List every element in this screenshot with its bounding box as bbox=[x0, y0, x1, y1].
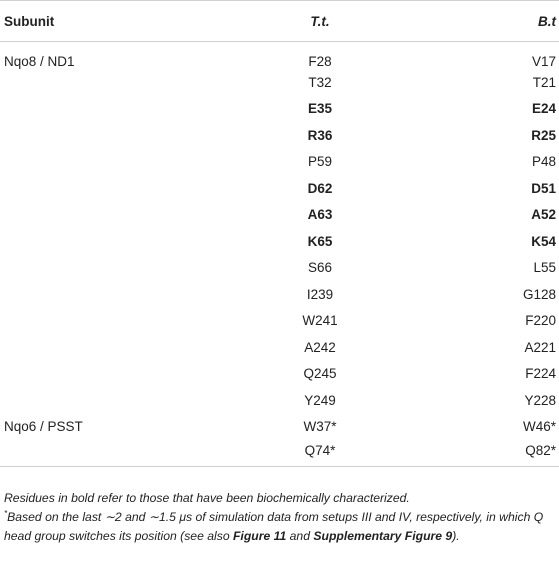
table-row bbox=[0, 255, 559, 282]
cell-subunit bbox=[0, 308, 204, 335]
footnote-end: ). bbox=[452, 529, 460, 543]
cell-tt-residue: Q245 bbox=[303, 366, 337, 382]
cell-tt-residue: K65 bbox=[307, 233, 333, 249]
footnote-asterisk: * bbox=[4, 508, 8, 518]
cell-bt-residue: E24 bbox=[531, 101, 556, 117]
cell-bt-residue: A52 bbox=[531, 207, 556, 223]
table-row bbox=[0, 69, 559, 96]
table-row bbox=[0, 202, 559, 229]
cell-tt-residue: A63 bbox=[307, 207, 333, 223]
cell-tt-residue: R36 bbox=[307, 127, 333, 143]
cell-subunit bbox=[0, 175, 204, 202]
footnote-text: Based on the last ∼2 and ∼1.5 μs of simulation data from setups III and IV, respectively, in which Q head group switches its position (see also bbox=[4, 510, 544, 543]
cell-tt-residue: W241 bbox=[302, 313, 338, 329]
cell-bt-residue: F220 bbox=[525, 313, 556, 329]
cell-tt-residue: W37* bbox=[303, 419, 337, 435]
cell-tt-residue: I239 bbox=[306, 286, 334, 302]
cell-bt-residue: D51 bbox=[531, 180, 556, 196]
cell-subunit bbox=[0, 440, 204, 467]
cell-bt-residue: T21 bbox=[532, 74, 556, 90]
cell-bt-residue: W46* bbox=[522, 419, 556, 435]
cell-subunit: Nqo6 / PSST bbox=[4, 419, 83, 435]
footnote-and: and bbox=[286, 529, 314, 543]
header-row bbox=[0, 1, 559, 42]
cell-subunit bbox=[0, 387, 204, 414]
cell-subunit bbox=[0, 334, 204, 361]
cell-bt-residue: K54 bbox=[531, 233, 556, 249]
header-bt: B.t bbox=[436, 1, 559, 42]
cell-bt-residue: V17 bbox=[531, 54, 556, 69]
table-header bbox=[0, 1, 559, 42]
cell-tt-residue: S66 bbox=[307, 260, 333, 276]
cell-bt-residue: A221 bbox=[524, 339, 556, 355]
cell-bt-residue: R25 bbox=[531, 127, 556, 143]
table-row bbox=[0, 149, 559, 176]
cell-subunit bbox=[0, 361, 204, 388]
table-row bbox=[0, 122, 559, 149]
table-row bbox=[0, 361, 559, 388]
cell-tt-residue: E35 bbox=[307, 101, 333, 117]
cell-bt-residue: Y228 bbox=[524, 392, 556, 408]
table-row bbox=[0, 308, 559, 335]
cell-tt-residue: A242 bbox=[304, 339, 336, 355]
cell-subunit bbox=[0, 228, 204, 255]
table-row bbox=[0, 414, 559, 441]
table-row bbox=[0, 42, 559, 70]
table-row bbox=[0, 334, 559, 361]
table-body bbox=[0, 42, 559, 467]
header-subunit: Subunit bbox=[0, 1, 204, 42]
cell-tt-residue: D62 bbox=[307, 180, 333, 196]
cell-tt-residue: Q74* bbox=[204, 440, 436, 467]
cell-subunit bbox=[0, 255, 204, 282]
cell-bt-residue: Q82* bbox=[436, 440, 559, 467]
header-tt: T.t. bbox=[204, 1, 436, 42]
table-row bbox=[0, 281, 559, 308]
table-footnotes bbox=[4, 489, 557, 546]
cell-bt-residue: L55 bbox=[533, 260, 556, 276]
table-row bbox=[0, 175, 559, 202]
table-row bbox=[0, 96, 559, 123]
cell-subunit: Nqo8 / ND1 bbox=[4, 54, 75, 69]
cell-tt-residue: F28 bbox=[308, 54, 332, 69]
footnote-simulation bbox=[4, 508, 557, 546]
cell-subunit bbox=[0, 96, 204, 123]
figure-11-link[interactable]: Figure 11 bbox=[232, 529, 287, 543]
table-row bbox=[0, 228, 559, 255]
cell-subunit bbox=[0, 69, 204, 96]
cell-bt-residue: P48 bbox=[531, 154, 556, 170]
cell-bt-residue: G128 bbox=[522, 286, 556, 302]
supplementary-figure-9-link[interactable]: Supplementary Figure 9 bbox=[313, 529, 453, 543]
cell-bt-residue: F224 bbox=[525, 366, 556, 382]
cell-tt-residue: Y249 bbox=[304, 392, 336, 408]
cell-subunit bbox=[0, 122, 204, 149]
cell-tt-residue: T32 bbox=[308, 74, 332, 90]
table-row bbox=[0, 440, 559, 467]
cell-subunit bbox=[0, 202, 204, 229]
cell-tt-residue: P59 bbox=[307, 154, 333, 170]
cell-subunit bbox=[0, 149, 204, 176]
footnote-bold-residues: Residues in bold refer to those that have been biochemically characterized. bbox=[4, 491, 410, 505]
table-row bbox=[0, 387, 559, 414]
cell-subunit bbox=[0, 281, 204, 308]
